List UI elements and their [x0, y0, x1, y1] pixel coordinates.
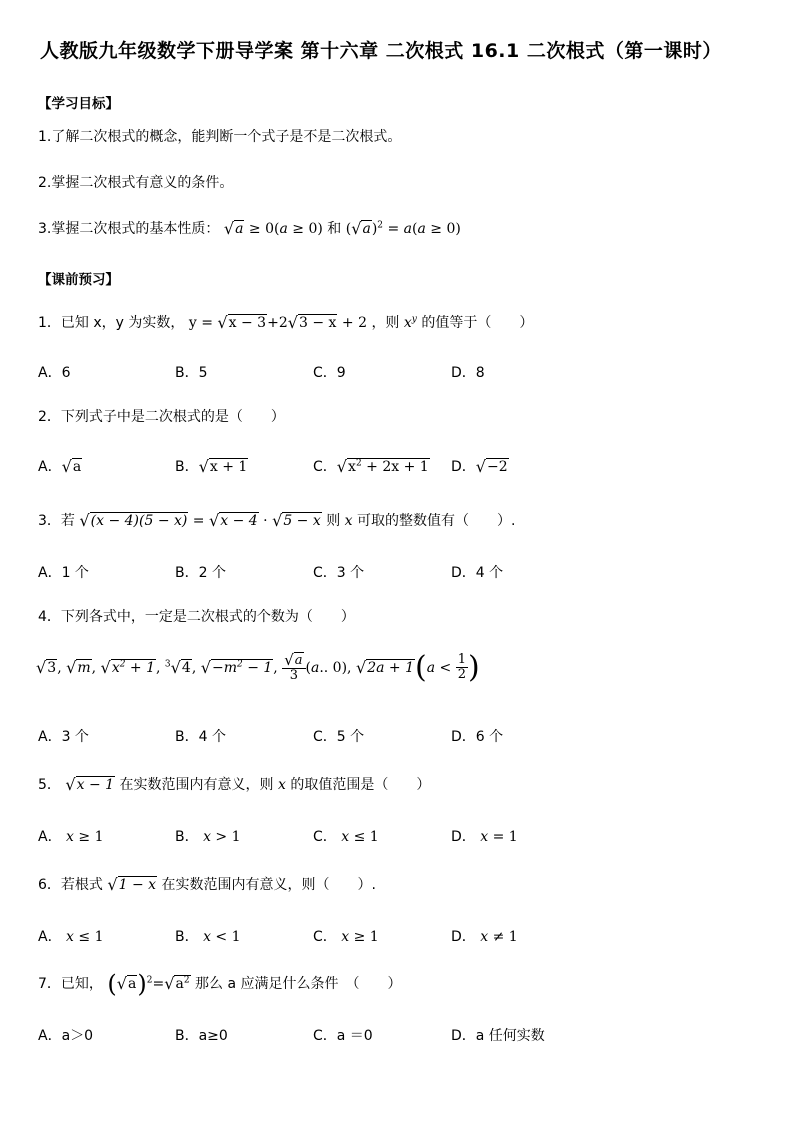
q3-option-a[interactable]: A．1 个: [38, 565, 89, 581]
q2-label-a: A．: [38, 459, 62, 475]
q3-stem-c: 可取的整数值有（ ）.: [357, 513, 516, 529]
q7-option-d[interactable]: D．a 任何实数: [451, 1028, 545, 1044]
q5-label-d: D．: [451, 829, 476, 845]
q6-option-b[interactable]: B． x < 1: [175, 929, 241, 945]
q6-option-d[interactable]: D． x ≠ 1: [451, 929, 518, 945]
question-2-stem: 2．下列式子中是二次根式的是（ ）: [38, 409, 285, 425]
goal-1: 1.了解二次根式的概念，能判断一个式子是不是二次根式。: [38, 129, 402, 145]
goal-2: 2.掌握二次根式有意义的条件。: [38, 175, 234, 191]
goal-3-and: 和: [327, 221, 342, 237]
q5-label-c: C．: [313, 829, 337, 845]
q5-label-a: A．: [38, 829, 62, 845]
question-7-stem: 7．已知， $(√a)^2=√a^2$ 那么 a 应满足什么条件 （ ）: [38, 970, 402, 998]
q5-option-c[interactable]: C． x ≤ 1: [313, 829, 379, 845]
q1-stem-a: 1．已知 x，y 为实数，: [38, 315, 185, 331]
question-6-stem: 6．若根式 √1 − x 在实数范围内有意义，则（ ）.: [38, 875, 376, 894]
goal-3: 3.掌握二次根式的基本性质： √a ≥ 0(a ≥ 0) 和 $(√a)^2 = a(a \ge 0)$: [38, 219, 461, 238]
question-5-stem: 5． √x − 1 在实数范围内有意义，则 x 的取值范围是（ ）: [38, 775, 431, 794]
q5-option-a[interactable]: A． x ≥ 1: [38, 829, 104, 845]
q3-option-c[interactable]: C．3 个: [313, 565, 365, 581]
q6-label-b: B．: [175, 929, 199, 945]
q2-option-b[interactable]: B．√x + 1: [175, 457, 248, 476]
section-learning-goals: 【学习目标】: [38, 96, 119, 112]
q1-option-b[interactable]: B．5: [175, 365, 208, 381]
q7-option-b[interactable]: B．a≥0: [175, 1028, 228, 1044]
q7-stem-b: 那么 a 应满足什么条件 （ ）: [195, 976, 402, 992]
question-4-stem: 4．下列各式中，一定是二次根式的个数为（ ）: [38, 609, 355, 625]
q6-stem-a: 6．若根式: [38, 877, 103, 893]
q7-option-a[interactable]: A．a＞0: [38, 1028, 94, 1044]
q4-option-a[interactable]: A．3 个: [38, 729, 89, 745]
q1-stem-c: 的值等于（ ）: [421, 315, 534, 331]
q7-stem-a: 7．已知，: [38, 976, 103, 992]
q6-option-c[interactable]: C． x ≥ 1: [313, 929, 379, 945]
section-preview: 【课前预习】: [38, 272, 119, 288]
goal-3-text: 3.掌握二次根式的基本性质：: [38, 221, 220, 237]
q2-option-d[interactable]: D．√−2: [451, 457, 508, 476]
question-1-stem: 1．已知 x，y 为实数， y = √x − 3+2√3 − x + 2 ，则 $x^y$ 的值等于（ ）: [38, 313, 534, 332]
q5-option-d[interactable]: D． x = 1: [451, 829, 518, 845]
q5-stem-b: 在实数范围内有意义，则: [119, 777, 274, 793]
page-title: 人教版九年级数学下册导学案 第十六章 二次根式 16.1 二次根式（第一课时）: [40, 40, 722, 62]
q6-label-a: A．: [38, 929, 62, 945]
q4-expression-list: √3, √m, $√x^2 + 1$, $^3$√4, $√-m^2 - 1$, $\frac{√a}{3}$ (a.. 0), √2a + 1(a < $\frac{1}{2}$ ): [36, 649, 480, 685]
q4-option-b[interactable]: B．4 个: [175, 729, 226, 745]
question-3-stem: 3．若 √(x − 4)(5 − x) = √x − 4 · √5 − x 则 x 可取的整数值有（ ）.: [38, 511, 516, 530]
q2-label-d: D．: [451, 459, 476, 475]
q3-stem-a: 3．若: [38, 513, 75, 529]
q2-option-c[interactable]: C．$√x^2 + 2x + 1$: [313, 457, 429, 476]
q4-option-c[interactable]: C．5 个: [313, 729, 365, 745]
q3-option-b[interactable]: B．2 个: [175, 565, 226, 581]
q1-option-a[interactable]: A．6: [38, 365, 71, 381]
q1-option-c[interactable]: C．9: [313, 365, 346, 381]
q2-option-a[interactable]: A．√a: [38, 457, 82, 476]
q3-stem-b: 则: [326, 513, 341, 529]
q1-stem-b: ，则: [371, 315, 400, 331]
q6-label-c: C．: [313, 929, 337, 945]
q7-option-c[interactable]: C．a ＝0: [313, 1028, 373, 1044]
q6-label-d: D．: [451, 929, 476, 945]
q3-option-d[interactable]: D．4 个: [451, 565, 504, 581]
q5-stem-a: 5．: [38, 777, 61, 793]
formula-sqrt-a: √a: [223, 219, 244, 238]
q5-label-b: B．: [175, 829, 199, 845]
q6-stem-b: 在实数范围内有意义，则（ ）.: [161, 877, 376, 893]
q5-option-b[interactable]: B． x > 1: [175, 829, 241, 845]
q5-stem-c: 的取值范围是（ ）: [290, 777, 431, 793]
q1-option-d[interactable]: D．8: [451, 365, 485, 381]
q2-label-b: B．: [175, 459, 199, 475]
q6-option-a[interactable]: A． x ≤ 1: [38, 929, 104, 945]
q2-label-c: C．: [313, 459, 337, 475]
q4-option-d[interactable]: D．6 个: [451, 729, 504, 745]
